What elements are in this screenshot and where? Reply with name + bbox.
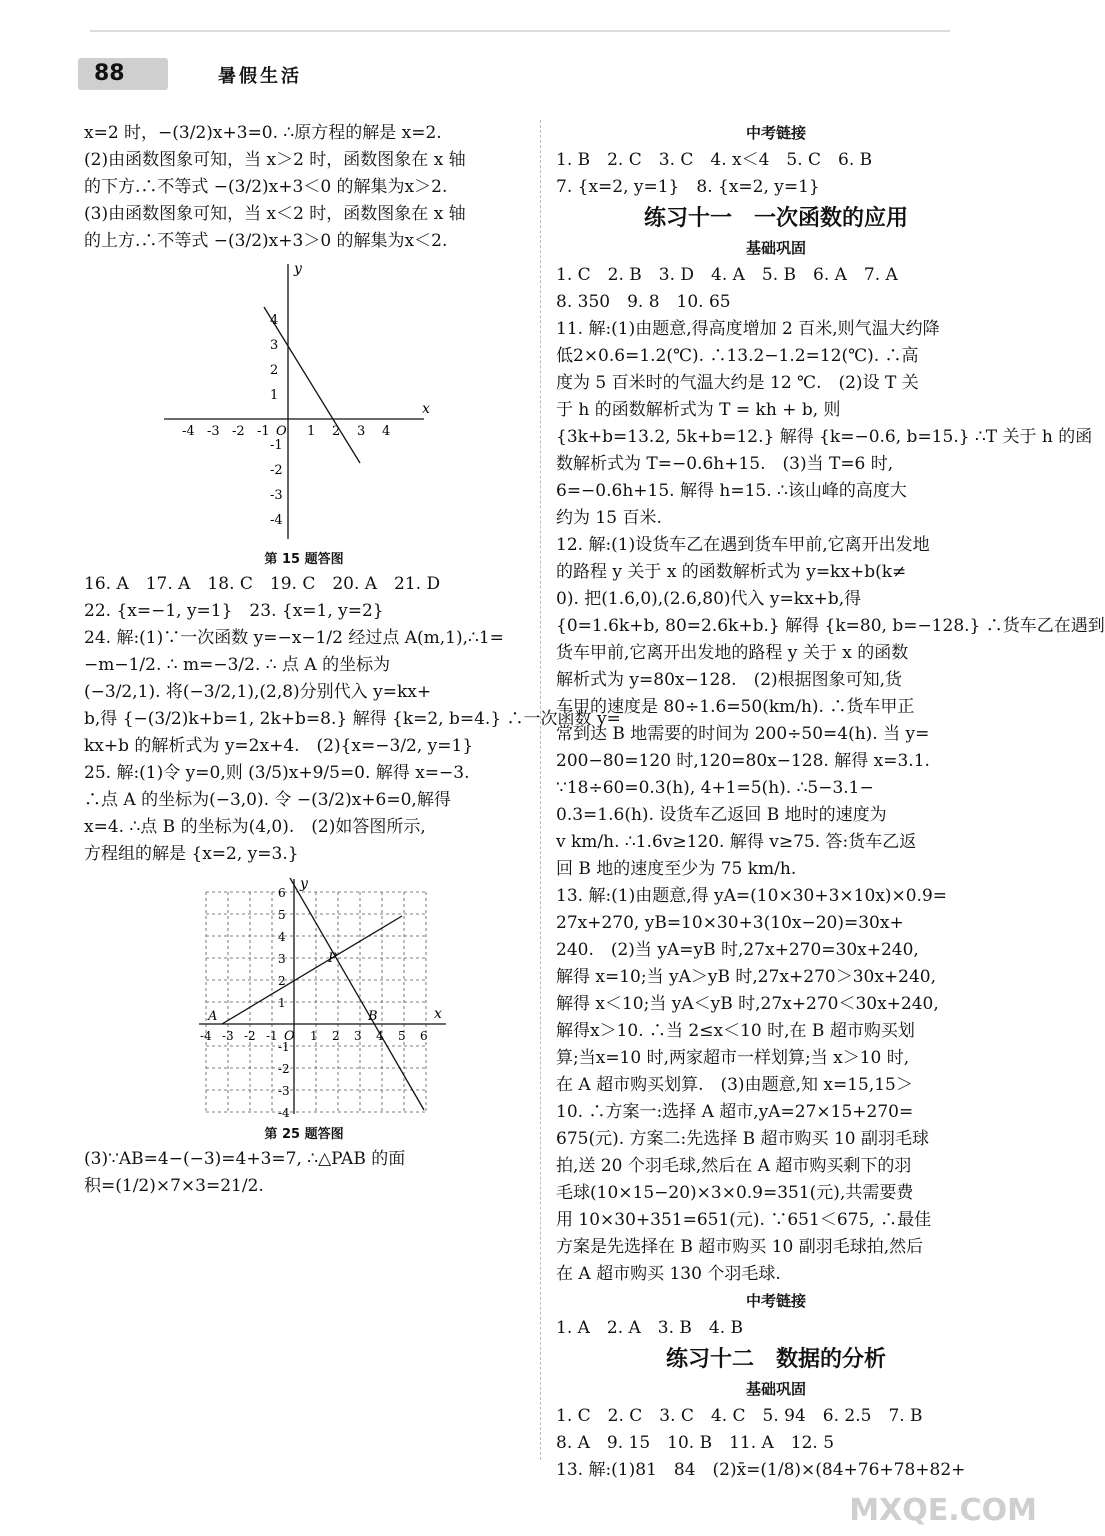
x-tick-label: -2 <box>244 1029 256 1043</box>
text-line: 在 A 超市购买 130 个羽毛球. <box>556 1264 781 1284</box>
text-line: x=4. ∴点 B 的坐标为(4,0). (2)如答图所示, <box>84 817 426 837</box>
figure-15-graph <box>154 259 434 549</box>
text-line: (3)由函数图象可知，当 x＜2 时，函数图象在 x 轴 <box>84 204 466 224</box>
text-line: 1. A 2. A 3. B 4. B <box>556 1318 744 1338</box>
text-line: 24. 解:(1)∵一次函数 y=−x−1/2 经过点 A(m,1),∴1= <box>84 628 504 648</box>
page-header <box>78 58 398 92</box>
text-line: 1. B 2. C 3. C 4. x＜4 5. C 6. B <box>556 150 873 170</box>
y-tick-label: 3 <box>270 338 279 353</box>
text-line: 12. 解:(1)设货车乙在遇到货车甲前,它离开出发地 <box>556 535 930 555</box>
text-line: 常到达 B 地需要的时间为 200÷50=4(h). 当 y= <box>556 724 930 744</box>
figure-25-caption: 第 25 题答图 <box>264 1127 344 1142</box>
text-line: 675(元). 方案二:先选择 B 超市购买 10 副羽毛球 <box>556 1129 929 1149</box>
x-tick-label: -2 <box>232 424 245 439</box>
header-rule <box>90 30 950 32</box>
text-line: 1. C 2. B 3. D 4. A 5. B 6. A 7. A <box>556 265 898 285</box>
text-line: 解得 x=10;当 yA＞yB 时,27x+270＞30x+240, <box>556 967 937 987</box>
text-line: 数解析式为 T=−0.6h+15. (3)当 T=6 时, <box>556 454 894 474</box>
basic-title-12: 基础巩固 <box>745 1380 806 1398</box>
y-tick-label: -1 <box>278 1040 290 1054</box>
page-number: 88 <box>78 58 168 90</box>
x-tick-label: 3 <box>354 1029 362 1043</box>
y-tick-label: -4 <box>278 1106 290 1120</box>
text-line: 200−80=120 时,120=80x−128. 解得 x=3.1. <box>556 751 930 771</box>
text-line: 拍,送 20 个羽毛球,然后在 A 超市购买剩下的羽 <box>556 1156 912 1176</box>
text-line: (2)由函数图象可知，当 x＞2 时，函数图象在 x 轴 <box>84 150 466 170</box>
zhongkao-answers-1 <box>556 147 996 201</box>
x-tick-label: 5 <box>398 1029 406 1043</box>
origin-label: O <box>276 424 287 439</box>
text-line: 约为 15 百米. <box>556 508 662 528</box>
text-line: 毛球(10×15−20)×3×0.9=351(元),共需要费 <box>556 1183 914 1203</box>
text-line: kx+b 的解析式为 y=2x+4. (2){x=−3/2, y=1} <box>84 736 474 756</box>
text-line: 6=−0.6h+15. 解得 h=15. ∴该山峰的高度大 <box>556 481 907 501</box>
text-line: 0). 把(1.6,0),(2.6,80)代入 y=kx+b,得 <box>556 589 862 609</box>
point-b-label: B <box>368 1009 378 1024</box>
y-axis-label: y <box>300 876 308 892</box>
text-line: 25. 解:(1)令 y=0,则 (3/5)x+9/5=0. 解得 x=−3. <box>84 763 470 783</box>
text-line: 8. A 9. 15 10. B 11. A 12. 5 <box>556 1433 835 1453</box>
text-line: 低2×0.6=1.2(℃). ∴13.2−1.2=12(℃). ∴高 <box>556 346 919 366</box>
text-line: 解得x＞10. ∴当 2≤x＜10 时,在 B 超市购买划 <box>556 1021 915 1041</box>
text-line: 16. A 17. A 18. C 19. C 20. A 21. D <box>84 574 441 594</box>
text-line: 27x+270, yB=10×30+3(10x−20)=30x+ <box>556 913 904 933</box>
x-tick-label: 2 <box>332 424 341 439</box>
text-line: ∵18÷60=0.3(h), 4+1=5(h). ∴5−3.1− <box>556 778 874 798</box>
y-tick-label: 2 <box>278 974 286 988</box>
book-title: 暑假生活 <box>218 66 302 87</box>
grid <box>206 892 426 1112</box>
text-line: 11. 解:(1)由题意,得高度增加 2 百米,则气温大约降 <box>556 319 940 339</box>
point-p-label: P <box>328 951 337 966</box>
y-tick-label: 1 <box>270 388 279 403</box>
text-line: x=2 时，−(3/2)x+3=0. ∴原方程的解是 x=2. <box>84 123 442 143</box>
y-tick-label: 5 <box>278 908 286 922</box>
x-axis-label: x <box>422 401 430 417</box>
x-tick-label: -3 <box>207 424 220 439</box>
text-line: 解得 x＜10;当 yA＜yB 时,27x+270＜30x+240, <box>556 994 939 1014</box>
y-tick-label: -3 <box>270 488 283 503</box>
text-line: 算;当x=10 时,两家超市一样划算;当 x＞10 时, <box>556 1048 910 1068</box>
y-tick-label: -2 <box>270 463 283 478</box>
text-line: 的上方.∴不等式 −(3/2)x+3＞0 的解集为x＜2. <box>84 231 448 251</box>
text-line: 7. {x=2, y=1} 8. {x=2, y=1} <box>556 177 820 197</box>
figure-25-graph <box>194 874 454 1124</box>
text-line: ∴点 A 的坐标为(−3,0). 令 −(3/2)x+6=0,解得 <box>84 790 451 810</box>
origin-label: O <box>284 1029 295 1044</box>
x-tick-label: -4 <box>200 1029 212 1043</box>
x-tick-label: -1 <box>257 424 270 439</box>
text-line: 0.3=1.6(h). 设货车乙返回 B 地时的速度为 <box>556 805 887 825</box>
text-line: −m−1/2. ∴ m=−3/2. ∴ 点 A 的坐标为 <box>84 655 391 675</box>
column-divider <box>540 120 541 1460</box>
figure-15-caption: 第 15 题答图 <box>264 552 344 567</box>
y-tick-label: -1 <box>270 438 283 453</box>
left-column-bottom-text <box>84 1146 524 1200</box>
text-line: 在 A 超市购买划算. (3)由题意,知 x=15,15＞ <box>556 1075 913 1095</box>
y-tick-label: -4 <box>270 513 283 528</box>
y-tick-label: 1 <box>278 996 286 1010</box>
y-tick-label: 6 <box>278 886 286 900</box>
text-line: 8. 350 9. 8 10. 65 <box>556 292 731 312</box>
x-tick-label: 2 <box>332 1029 340 1043</box>
x-axis-label: x <box>434 1006 442 1022</box>
text-line: 22. {x=−1, y=1} 23. {x=1, y=2} <box>84 601 384 621</box>
text-line: 1. C 2. C 3. C 4. C 5. 94 6. 2.5 7. B <box>556 1406 923 1426</box>
y-tick-label: -3 <box>278 1084 290 1098</box>
y-tick-label: 4 <box>278 930 286 944</box>
x-tick-label: 4 <box>376 1029 384 1043</box>
x-tick-label: 3 <box>357 424 366 439</box>
y-tick-label: 3 <box>278 952 286 966</box>
text-line: b,得 {−(3/2)k+b=1, 2k+b=8.} 解得 {k=2, b=4.} ∴一次函数 y= <box>84 709 621 729</box>
point-a-label: A <box>208 1009 218 1024</box>
y-axis-label: y <box>294 261 302 277</box>
text-line: 货车甲前,它离开出发地的路程 y 关于 x 的函数 <box>556 643 909 663</box>
text-line: {0=1.6k+b, 80=2.6k+b.} 解得 {k=80, b=−128.} ∴货车乙在遇到 <box>556 616 1105 636</box>
text-line: 的下方.∴不等式 −(3/2)x+3＜0 的解集为x＞2. <box>84 177 448 197</box>
tick-labels <box>182 313 390 528</box>
exercise-11-title: 练习十一 一次函数的应用 <box>643 205 908 231</box>
left-column-answers <box>84 571 621 868</box>
basic-title-11: 基础巩固 <box>745 239 806 257</box>
text-line: 的路程 y 关于 x 的函数解析式为 y=kx+b(k≠ <box>556 562 907 582</box>
text-line: 240. (2)当 yA=yB 时,27x+270=30x+240, <box>556 940 919 960</box>
text-line: 10. ∴方案一:选择 A 超市,yA=27×15+270= <box>556 1102 914 1122</box>
text-line: 13. 解:(1)81 84 (2)x̄=(1/8)×(84+76+78+82+ <box>556 1460 966 1480</box>
x-tick-label: -4 <box>182 424 195 439</box>
text-line: 13. 解:(1)由题意,得 yA=(10×30+3×10x)×0.9= <box>556 886 947 906</box>
text-line: v km/h. ∴1.6v≥120. 解得 v≥75. 答:货车乙返 <box>556 832 917 852</box>
y-tick-label: 2 <box>270 363 279 378</box>
section-title-zhongkao-1: 中考链接 <box>745 124 806 142</box>
y-tick-label: -2 <box>278 1062 290 1076</box>
x-tick-label: -3 <box>222 1029 234 1043</box>
text-line: 解析式为 y=80x−128. (2)根据图象可知,货 <box>556 670 903 690</box>
line-1 <box>222 916 402 1024</box>
zhongkao-answers-2 <box>556 1315 996 1342</box>
x-tick-label: 1 <box>310 1029 318 1043</box>
text-line: 方程组的解是 {x=2, y=3.} <box>84 844 299 864</box>
exercise-11-answers <box>556 262 1105 1288</box>
text-line: 用 10×30+351=651(元). ∵651＜675, ∴最佳 <box>556 1210 932 1230</box>
text-line: {3k+b=13.2, 5k+b=12.} 解得 {k=−0.6, b=15.} ∴T 关于 h 的函 <box>556 427 1093 447</box>
left-column-top-text <box>84 120 524 255</box>
x-tick-label: 6 <box>420 1029 428 1043</box>
text-line: 于 h 的函数解析式为 T = kh + b, 则 <box>556 400 841 420</box>
watermark: MXQE.COM <box>849 1493 1037 1528</box>
x-tick-label: 1 <box>307 424 316 439</box>
x-tick-label: 4 <box>382 424 391 439</box>
text-line: (3)∵AB=4−(−3)=4+3=7, ∴△PAB 的面 <box>84 1149 406 1169</box>
text-line: 方案是先选择在 B 超市购买 10 副羽毛球拍,然后 <box>556 1237 924 1257</box>
exercise-12-title: 练习十二 数据的分析 <box>665 1346 886 1372</box>
text-line: 回 B 地的速度至少为 75 km/h. <box>556 859 797 879</box>
section-title-zhongkao-2: 中考链接 <box>745 1292 806 1310</box>
y-tick-label: 4 <box>270 313 279 328</box>
x-tick-label: -1 <box>266 1029 278 1043</box>
text-line: (−3/2,1). 将(−3/2,1),(2,8)分别代入 y=kx+ <box>84 682 432 702</box>
text-line: 积=(1/2)×7×3=21/2. <box>84 1176 264 1196</box>
exercise-12-answers <box>556 1403 996 1484</box>
right-column <box>556 120 1105 1484</box>
text-line: 车甲的速度是 80÷1.6=50(km/h). ∴货车甲正 <box>556 697 915 717</box>
text-line: 度为 5 百米时的气温大约是 12 ℃. (2)设 T 关 <box>556 373 919 393</box>
